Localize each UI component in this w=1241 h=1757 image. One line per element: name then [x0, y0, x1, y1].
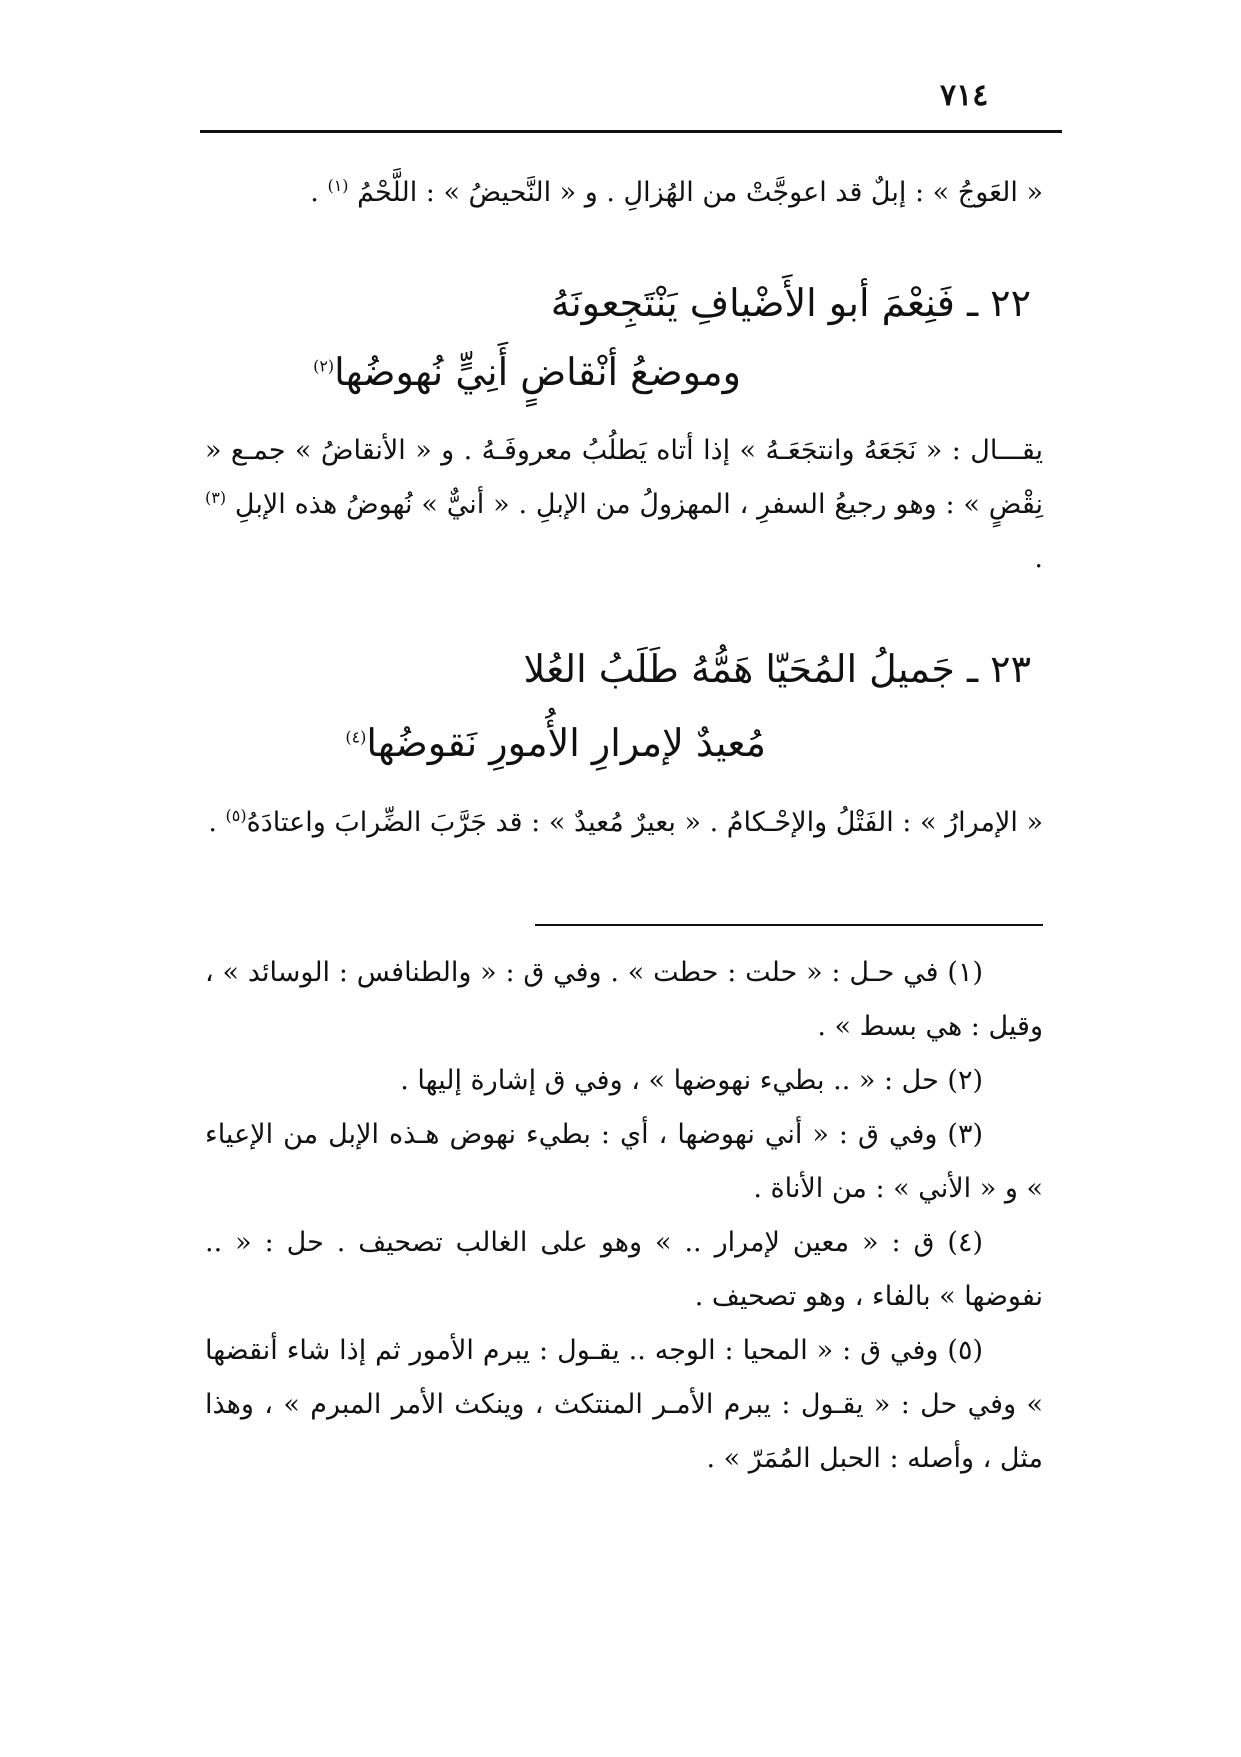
- header-rule: [200, 130, 1062, 133]
- verse-22-line-2: [313, 342, 741, 402]
- footnote-rule: [535, 924, 1043, 926]
- commentary-end: .: [1034, 543, 1043, 574]
- footnote-4: (٤) ق : « معين لإمرار .. » وهو على الغالب تصحيف . حل : « .. نفوضها » بالفاء ، وهو تصحيف .: [205, 1227, 1043, 1312]
- footnote-3: (٣) وفي ق : « أني نهوضها ، أي : بطيء نهوض هـذه الإبل من الإعياء » و « الأني » : من الأناة .: [205, 1119, 1043, 1204]
- footnote-ref-3: (٣): [205, 488, 227, 507]
- commentary-text: يقـــال : « نَجَعَهُ وانتجَعَـهُ » إذا أتاه يَطلُبُ معروفَـهُ . و « الأنقاضُ » جمـع « نِقْضٍ » : وهو رجيعُ السفرِ ، المهزولُ من الإبلِ . « أنيٌّ » نُهوضُ هذه الإبلِ: [205, 435, 1043, 520]
- verse-23-line-2: [345, 713, 766, 773]
- footnote-2: (٢) حل : « .. بطيء نهوضها » ، وفي ق إشارة إليها .: [400, 1065, 983, 1096]
- commentary-end: .: [208, 807, 226, 838]
- verse-text: وموضعُ أنْقاضٍ أَنِيٍّ نُهوضُها: [334, 350, 741, 394]
- verse-22-line-1: ٢٢ ـ فَنِعْمَ أبو الأَضْيافِ يَنْتَجِعونَهُ: [550, 281, 1031, 325]
- commentary-paragraph-3: [205, 796, 1043, 850]
- page-number: ٧١٤: [940, 78, 989, 113]
- footnotes-section: [205, 946, 1043, 1486]
- commentary-end: .: [310, 177, 328, 208]
- commentary-text: « العَوجُ » : إبلٌ قد اعوجَّتْ من الهُزالِ . و « النَّحيضُ » : اللَّحْمُ: [348, 177, 1043, 208]
- footnote-ref-2: (٢): [313, 356, 335, 376]
- footnote-ref-5: (٥): [225, 806, 247, 825]
- footnote-ref-4: (٤): [345, 727, 367, 747]
- footnote-5: (٥) وفي ق : « المحيا : الوجه .. يقـول : يبرم الأمور ثم إذا شاء أنقضها » وفي حل : « يقـول : يبرم الأمـر المنتكث ، وينكث الأمر المبرم » ، وهذا مثل ، وأصله : الحبل المُمَرّ » .: [205, 1335, 1043, 1474]
- commentary-paragraph-2: [205, 424, 1043, 586]
- footnote-1: (١) في حـل : « حلت : حطت » . وفي ق : « والطنافس : الوسائد » ، وقيل : هي بسط » .: [205, 957, 1043, 1042]
- commentary-text: « الإمرارُ » : الفَتْلُ والإحْـكامُ . « بعيرٌ مُعيدٌ » : قد جَرَّبَ الضِّرابَ واعتادَهُ: [246, 807, 1043, 838]
- commentary-paragraph-1: [205, 166, 1043, 220]
- footnote-ref-1: (١): [327, 176, 349, 195]
- verse-23-line-1: ٢٣ ـ جَميلُ المُحَيّا هَمُّهُ طَلَبُ العُلا: [523, 647, 1031, 691]
- verse-text: مُعيدٌ لإمرارِ الأُمورِ نَقوضُها: [366, 721, 766, 765]
